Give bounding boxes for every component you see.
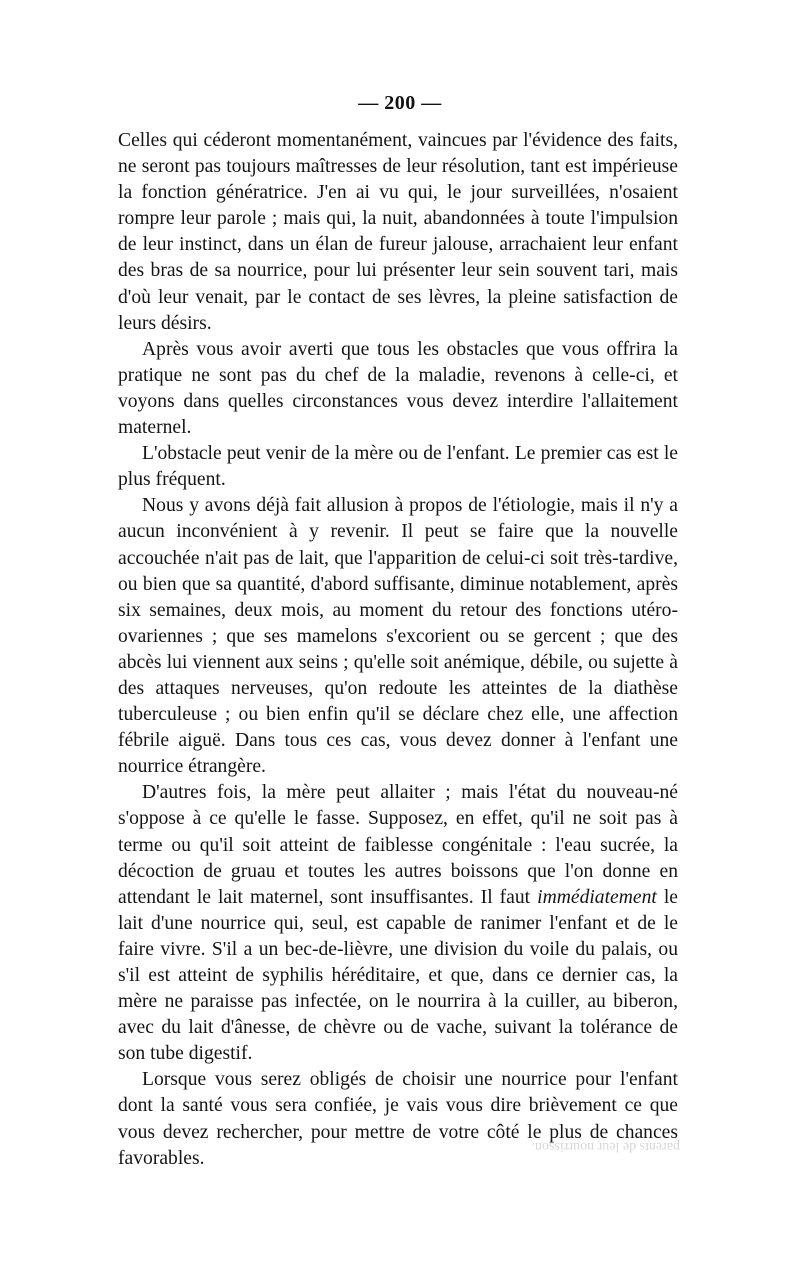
paragraph-5-text-start: D'autres fois, la mère peut allaiter ; mais l'état du nouveau-né s'oppose à ce qu'elle le fasse. Supposez, en effet, qu'il ne soit pas à terme ou qu'il soit atteint de faiblesse congénitale : l'eau sucrée, la décoction de gruau et toutes les autres boissons que l'on donne en attendant le lait maternel, sont insuffisantes. Il faut <box>118 782 678 908</box>
page-number: — 200 — <box>358 92 442 114</box>
body-text <box>118 128 678 1172</box>
paragraph-5 <box>118 780 678 1067</box>
paragraph-2: Après vous avoir averti que tous les obstacles que vous offrira la pratique ne sont pas du chef de la maladie, revenons à celle-ci, et voyons dans quelles circonstances vous devez interdire l'allaitement maternel. <box>118 338 678 439</box>
paragraph-1: Celles qui céderont momentanément, vaincues par l'évidence des faits, ne seront pas toujours maîtresses de leur résolution, tant est impérieuse la fonction génératrice. J'en ai vu qui, le jour surveillées, n'osaient rompre leur parole ; mais qui, la nuit, abandonnées à toute l'impulsion de leur instinct, dans un élan de fureur jalouse, arrachaient leur enfant des bras de sa nourrice, pour lui présenter leur sein souvent tari, mais d'où leur venait, par le contact de ses lèvres, la pleine satisfaction de leurs désirs. <box>118 130 678 334</box>
paragraph-4: Nous y avons déjà fait allusion à propos de l'étiologie, mais il n'y a aucun inconvénient à y revenir. Il peut se faire que la nouvelle accouchée n'ait pas de lait, que l'apparition de celui-ci soit très-tardive, ou bien que sa quantité, d'abord suffisante, diminue notablement, après six semaines, deux mois, au moment du retour des fonctions utéro-ovariennes ; que ses mamelons s'excorient ou se gercent ; que des abcès lui viennent aux seins ; qu'elle soit anémique, débile, ou sujette à des attaques nerveuses, qu'on redoute les atteintes de la diathèse tuberculeuse ; ou bien enfin qu'il se déclare chez elle, une affection fébrile aiguë. Dans tous ces cas, vous devez donner à l'enfant une nourrice étrangère. <box>118 495 678 778</box>
bleed-through-text: parents de leur nourrisson. <box>531 1139 680 1154</box>
paragraph-6: Lorsque vous serez obligés de choisir une nourrice pour l'enfant dont la santé vous sera confiée, je vais vous dire brièvement ce que vous devez rechercher, pour mettre de votre côté le plus de chances favorables. <box>118 1069 678 1169</box>
paragraph-5-text-end: le lait d'une nourrice qui, seul, est capable de ranimer l'enfant et de le faire vivre. S'il a un bec-de-lièvre, une division du voile du palais, ou s'il est atteint de syphilis héréditaire, et que, dans ce dernier cas, la mère ne paraisse pas infectée, on le nourrira à la cuiller, au biberon, avec du lait d'ânesse, de chèvre ou de vache, suivant la tolérance de son tube digestif. <box>118 886 678 1065</box>
paragraph-3: L'obstacle peut venir de la mère ou de l'enfant. Le premier cas est le plus fréquent. <box>118 443 678 491</box>
paragraph-5-emphasis: immédiatement <box>537 886 657 908</box>
